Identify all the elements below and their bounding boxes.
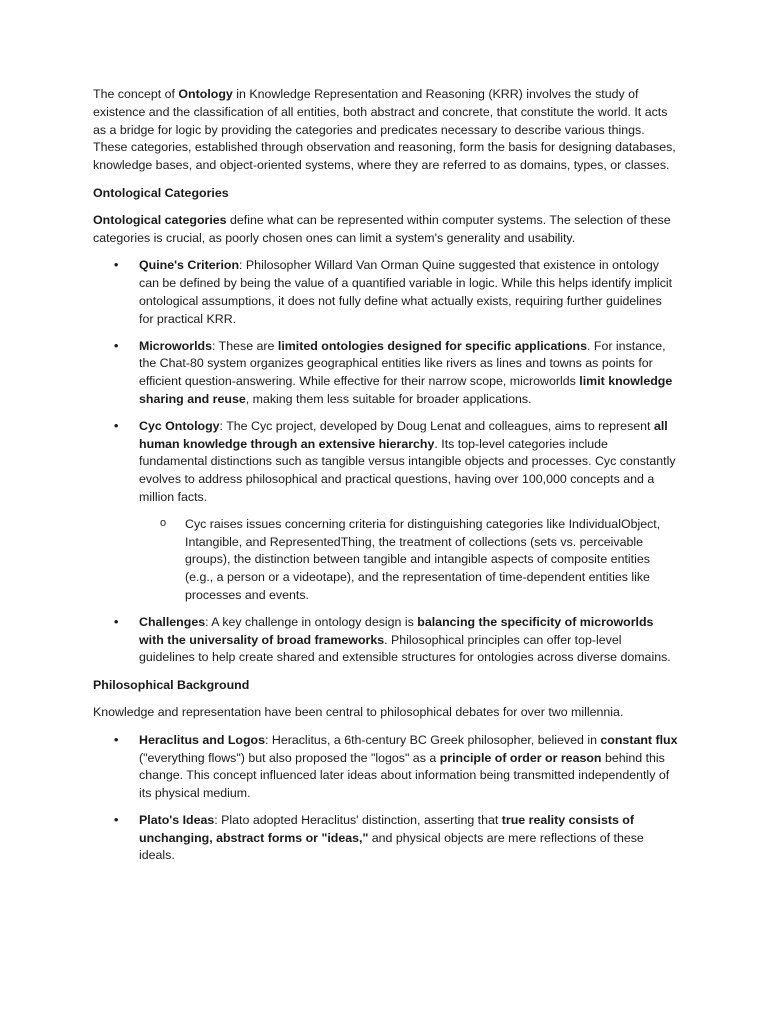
microworlds-title: Microworlds bbox=[139, 338, 212, 353]
philosophical-background-paragraph: Knowledge and representation have been central to philosophical debates for over two millennia. bbox=[93, 704, 624, 719]
cyc-bold-2: all human knowledge through an extensive hierarchy bbox=[139, 418, 668, 451]
heraclitus-text-2: ("everything flows") but also proposed the "logos" as a bbox=[139, 750, 440, 765]
ontological-categories-paragraph bbox=[93, 212, 678, 248]
plato-text-1: : Plato adopted Heraclitus' distinction, asserting that bbox=[214, 812, 502, 827]
cyc-text-1: : The Cyc project, developed by Doug Lenat and colleagues, aims to represent bbox=[219, 418, 654, 433]
plato-text-2: and physical objects are mere reflections of these ideals. bbox=[139, 830, 644, 863]
microworlds-text-3: , making them less suitable for broader applications. bbox=[245, 391, 532, 406]
list-item-cyc bbox=[139, 418, 678, 605]
plato-bold-2: true reality consists of unchanging, abstract forms or "ideas," bbox=[139, 812, 634, 845]
philosophical-background-list bbox=[93, 732, 678, 866]
challenges-bold-2: balancing the specificity of microworlds with the universality of broad frameworks bbox=[139, 614, 654, 647]
challenges-title: Challenges bbox=[139, 614, 206, 629]
challenges-text-2: . Philosophical principles can offer top-level guidelines to help create shared and extensible structures for ontologies across diverse domains. bbox=[139, 632, 671, 665]
intro-text-2: in Knowledge Representation and Reasoning (KRR) involves the study of existence and the classification of all entities, both abstract and concrete, that constitute the world. It acts as a bridge for logic by providing the categories and predicates necessary to describe various things. These categories, established through observation and reasoning, form the basis for designing databases, knowledge bases, and object-oriented systems, where they are referred to as domains, types, or classes. bbox=[93, 87, 676, 173]
plato-title: Plato's Ideas bbox=[139, 812, 215, 827]
list-item-quine bbox=[139, 257, 678, 328]
section-heading-philosophical-background: Philosophical Background bbox=[93, 678, 250, 693]
list-item-microworlds bbox=[139, 338, 678, 409]
quine-text: : Philosopher Willard Van Orman Quine suggested that existence in ontology can be defined by being the value of a quantified variable in logic. While this helps identify implicit ontological assumptions, it does not fully define what actually exists, requiring further guidelines for practical KRR. bbox=[139, 258, 673, 326]
list-item-cyc-issues: o Cyc raises issues concerning criteria for distinguishing categories like IndividualObject, Intangible, and RepresentedThing, the treatment of collections (sets vs. perceivable groups), the distinction between tangible and intangible aspects of composite entities (e.g., a person or a videotape), and the representation of time-dependent entities like processes and events. bbox=[185, 516, 678, 605]
cyc-text-2: . Its top-level categories include fundamental distinctions such as tangible versus intangible objects and processes. Cyc constantly evolves to address philosophical and practical questions, having over 100,000 concepts and a million facts. bbox=[139, 436, 676, 504]
list-item-challenges bbox=[139, 614, 678, 667]
list-item-heraclitus bbox=[139, 732, 678, 803]
microworlds-text-1: : These are bbox=[211, 338, 278, 353]
ontological-categories-list bbox=[93, 257, 678, 667]
quine-title: Quine's Criterion bbox=[139, 258, 240, 273]
list-item-plato bbox=[139, 812, 678, 865]
challenges-text-1: : A key challenge in ontology design is bbox=[205, 614, 418, 629]
microworlds-text-2: . For instance, the Chat-80 system organizes geographical entities like rivers as lines and towns as points for efficient question-answering. While effective for their narrow scope, microworlds bbox=[139, 338, 666, 389]
cyc-title: Cyc Ontology bbox=[139, 418, 220, 433]
intro-paragraph bbox=[93, 86, 678, 175]
heraclitus-bold-3: principle of order or reason bbox=[439, 750, 602, 765]
heraclitus-text-1: : Heraclitus, a 6th-century BC Greek philosopher, believed in bbox=[265, 732, 601, 747]
heraclitus-text-3: behind this change. This concept influenced later ideas about information being transmitted independently of its physical medium. bbox=[139, 750, 670, 801]
bold-ontological-categories: Ontological categories bbox=[93, 212, 227, 227]
intro-text-1: The concept of bbox=[93, 87, 179, 101]
microworlds-bold-3: limit knowledge sharing and reuse bbox=[139, 374, 673, 406]
cyc-sub-list bbox=[139, 516, 678, 605]
intro-bold-ontology: Ontology bbox=[178, 87, 233, 101]
heraclitus-title: Heraclitus and Logos bbox=[139, 732, 265, 747]
microworlds-bold-2: limited ontologies designed for specific applications bbox=[277, 338, 588, 353]
section-heading-ontological-categories: Ontological Categories bbox=[93, 185, 229, 200]
ontological-categories-text: define what can be represented within computer systems. The selection of these categories is crucial, as poorly chosen ones can limit a system's generality and usability. bbox=[93, 212, 671, 245]
heraclitus-bold-2: constant flux bbox=[600, 732, 678, 747]
